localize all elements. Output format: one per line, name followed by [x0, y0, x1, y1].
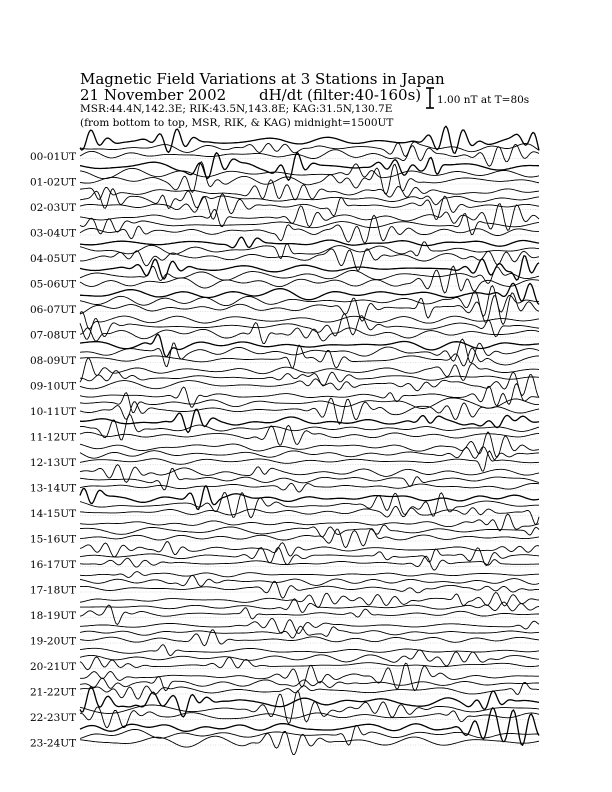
hour-row-label: 20-21UT [30, 661, 77, 673]
hour-row-label: 06-07UT [30, 304, 77, 316]
chart-filter: (filter:40-160s) [307, 86, 422, 104]
hour-row-label: 01-02UT [30, 176, 77, 189]
hour-row-label: 13-14UT [30, 482, 77, 495]
scale-bar [426, 88, 434, 108]
station-trace-msr [80, 707, 539, 728]
hour-row-label: 07-08UT [30, 329, 77, 342]
hour-row-label: 00-01UT [30, 151, 77, 163]
row-labels [30, 151, 76, 750]
station-trace-rik [80, 314, 539, 340]
hour-row-label: 09-10UT [30, 380, 77, 393]
station-order-note: (from bottom to top, MSR, RIK, & KAG) midnight=1500UT [80, 117, 394, 129]
hour-row-label: 17-18UT [30, 584, 77, 597]
station-trace-kag [80, 572, 539, 578]
hour-row-label: 19-20UT [30, 635, 77, 648]
hour-row-label: 15-16UT [30, 533, 77, 546]
station-trace-rik [80, 214, 539, 235]
station-trace-msr [80, 605, 539, 624]
station-trace-msr [80, 323, 539, 344]
station-coordinates: MSR:44.4N,142.3E; RIK:43.5N,143.8E; KAG:31.5N,130.7E [80, 103, 393, 115]
station-trace-kag [80, 126, 539, 153]
station-trace-kag [80, 542, 539, 558]
station-trace-kag [80, 237, 539, 248]
station-trace-rik [80, 575, 539, 586]
station-trace-msr [80, 483, 539, 492]
hour-row-label: 23-24UT [30, 737, 77, 750]
station-trace-kag [80, 384, 539, 408]
station-trace-msr [80, 249, 539, 271]
hour-row-label: 16-17UT [30, 559, 77, 571]
hour-row-label: 22-23UT [30, 712, 77, 724]
chart-date: 21 November 2002 [80, 86, 227, 104]
station-trace-msr [80, 215, 539, 243]
station-trace-rik [80, 677, 539, 691]
hour-row-label: 08-09UT [30, 355, 77, 367]
chart-quantity: dH/dt [259, 86, 303, 104]
hour-row-label: 02-03UT [30, 202, 77, 214]
station-trace-msr [80, 630, 539, 646]
hour-row-label: 04-05UT [30, 253, 77, 265]
station-trace-rik [80, 691, 539, 724]
chart-title: Magnetic Field Variations at 3 Stations in Japan [80, 70, 445, 88]
station-trace-rik [80, 650, 539, 666]
hour-row-label: 12-13UT [30, 457, 77, 469]
station-trace-kag [80, 618, 539, 633]
station-trace-msr [80, 556, 539, 570]
station-trace-kag [80, 180, 539, 200]
hour-row-label: 14-15UT [30, 508, 77, 520]
hour-row-label: 11-12UT [30, 431, 77, 444]
traces [80, 126, 539, 754]
scale-bar-label: 1.00 nT at T=80s [437, 94, 530, 106]
station-trace-rik [80, 626, 539, 638]
station-trace-rik [80, 525, 539, 537]
station-trace-kag [80, 687, 539, 717]
station-trace-kag [80, 663, 539, 691]
hour-row-label: 05-06UT [30, 278, 77, 291]
hour-row-label: 18-19UT [30, 610, 77, 622]
hour-row-label: 03-04UT [30, 227, 77, 240]
hour-row-label: 10-11UT [30, 406, 77, 418]
station-trace-kag [80, 465, 539, 483]
hour-row-label: 21-22UT [30, 686, 77, 699]
